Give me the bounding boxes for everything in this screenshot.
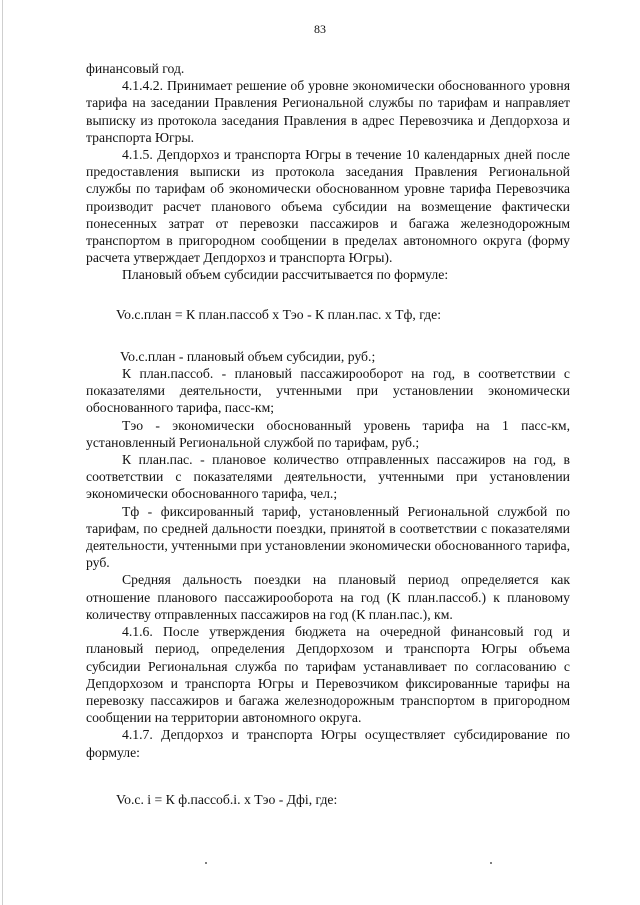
paragraph-4-1-7: 4.1.7. Депдорхоз и транспорта Югры осуществляет субсидирование по формуле: [86, 727, 570, 760]
definition-k-plan-pas: К план.пас. - плановое количество отправленных пассажиров на год, в соответствии с показателями деятельности, учтенными при установлении экономически обоснованного тарифа, чел.; [86, 452, 570, 502]
paragraph-average-distance: Средняя дальность поездки на плановый период определяется как отношение планового пассажирооборота на год (К план.пассоб.) к плановому количеству отправленных пассажиров на год (К план.пас.), км. [86, 572, 570, 622]
page-number: 83 [314, 22, 326, 36]
paragraph-4-1-4-2: 4.1.4.2. Принимает решение об уровне экономически обоснованного уровня тарифа на заседании Правления Региональной службы по тарифам и направляет выписку из протокола заседания Правления в адрес Перевозчика и Депдорхоза и транспорта Югры. [86, 78, 570, 145]
definition-vo-plan: Vo.с.план - плановый объем субсидии, руб.; [120, 348, 376, 364]
definition-tf: Тф - фиксированный тариф, установленный Региональной службой по тарифам, по средней дальности поездки, принятой в соответствии с показателями деятельности, учтенными при установлении экономически обоснованного тарифа, руб. [86, 503, 570, 571]
paragraph-4-1-6: 4.1.6. После утверждения бюджета на очередной финансовый год и плановый период, определения Депдорхозом и транспорта Югры объема субсидии Региональная служба по тарифам устанавливает по согласованию с Депдорхозом и транспорта Югры и Перевозчиком фиксированные тарифы на перевозку пассажиров и багажа железнодорожным транспортом в пригородном сообщении на территории автономного округа. [86, 624, 570, 726]
document-body [86, 60, 570, 808]
formula-planned-subsidy: Vo.с.план = К план.пассоб х Тэо - К план.пас. х Тф, где: [116, 306, 442, 322]
formula-actual-subsidy: Vo.с. i = К ф.пассоб.i. х Тэо - Дфi, где: [116, 791, 338, 807]
definition-teo: Тэо - экономически обоснованный уровень тарифа на 1 пасс-км, установленный Региональной службой по тарифам, руб.; [86, 417, 570, 450]
scan-dot [205, 862, 207, 864]
definition-k-plan-passob: К план.пассоб. - плановый пассажирооборот на год, в соответствии с показателями деятельности, учтенными при установлении экономически обоснованного тарифа, пасс-км; [86, 366, 570, 416]
scan-edge-line [2, 0, 3, 905]
paragraph-4-1-5: 4.1.5. Депдорхоз и транспорта Югры в течение 10 календарных дней после предоставления выписки из протокола заседания Правления Региональной службы по тарифам об экономически обоснованном уровне тарифа Перевозчика производит расчет планового объема субсидии на возмещение фактически понесенных затрат от перевозки пассажиров и багажа железнодорожным транспортом в пригородном сообщении в пределах автономного округа (форму расчета утверждает Депдорхоз и транспорта Югры). [86, 147, 570, 266]
paragraph-continuation: финансовый год. [86, 61, 185, 76]
paragraph-formula-intro: Плановый объем субсидии рассчитывается по формуле: [122, 267, 449, 283]
scan-dot [490, 862, 492, 864]
